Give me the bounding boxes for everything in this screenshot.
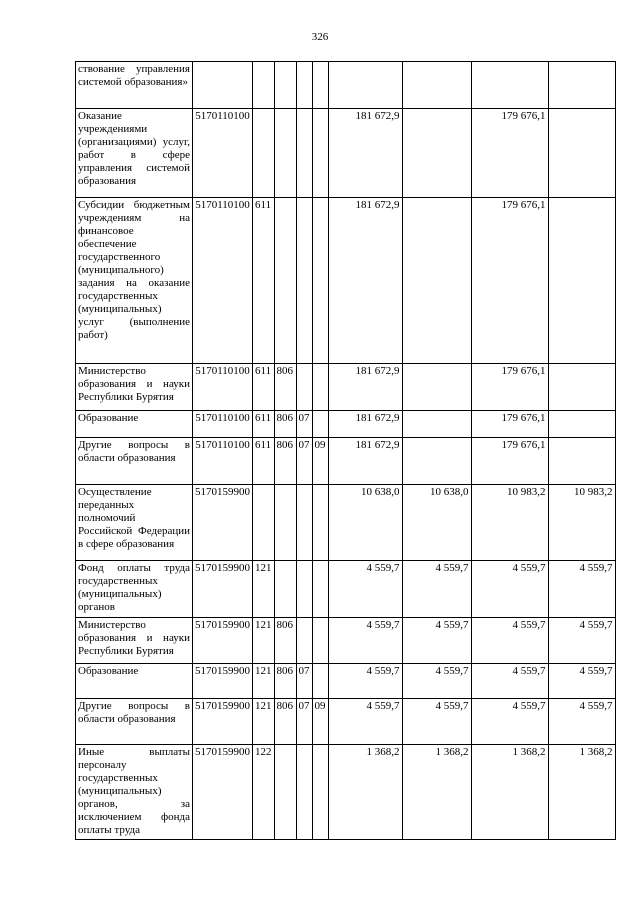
row-amount-1: 181 672,9 bbox=[328, 364, 402, 411]
row-amount-3: 4 559,7 bbox=[471, 618, 548, 664]
row-amount-2: 10 638,0 bbox=[402, 485, 471, 561]
row-target-code: 5170159900 bbox=[193, 664, 253, 699]
row-amount-4 bbox=[548, 198, 615, 364]
row-section: 07 bbox=[296, 411, 312, 438]
row-section bbox=[296, 62, 312, 109]
row-section bbox=[296, 745, 312, 840]
row-ministry-code: 806 bbox=[274, 411, 296, 438]
row-ministry-code bbox=[274, 109, 296, 198]
row-expense-type: 611 bbox=[253, 411, 275, 438]
row-amount-4: 10 983,2 bbox=[548, 485, 615, 561]
table-row bbox=[76, 745, 616, 840]
table-row bbox=[76, 618, 616, 664]
row-section bbox=[296, 618, 312, 664]
row-amount-1: 181 672,9 bbox=[328, 198, 402, 364]
row-amount-2 bbox=[402, 364, 471, 411]
row-name: ствование управления системой образования» bbox=[76, 62, 193, 109]
row-amount-4 bbox=[548, 364, 615, 411]
row-amount-1 bbox=[328, 62, 402, 109]
row-name: Образование bbox=[76, 664, 193, 699]
budget-table bbox=[75, 61, 616, 840]
row-amount-2: 4 559,7 bbox=[402, 699, 471, 745]
row-ministry-code bbox=[274, 62, 296, 109]
row-amount-3: 4 559,7 bbox=[471, 561, 548, 618]
row-amount-4: 1 368,2 bbox=[548, 745, 615, 840]
row-amount-1: 181 672,9 bbox=[328, 411, 402, 438]
row-amount-3: 179 676,1 bbox=[471, 364, 548, 411]
row-amount-3: 4 559,7 bbox=[471, 699, 548, 745]
row-ministry-code: 806 bbox=[274, 699, 296, 745]
row-amount-2 bbox=[402, 109, 471, 198]
row-amount-2 bbox=[402, 198, 471, 364]
row-amount-1: 181 672,9 bbox=[328, 438, 402, 485]
table-row bbox=[76, 411, 616, 438]
table-row bbox=[76, 198, 616, 364]
row-section bbox=[296, 561, 312, 618]
row-subsection bbox=[312, 62, 328, 109]
row-subsection bbox=[312, 745, 328, 840]
row-amount-4: 4 559,7 bbox=[548, 618, 615, 664]
row-subsection: 09 bbox=[312, 699, 328, 745]
row-amount-2 bbox=[402, 62, 471, 109]
row-section bbox=[296, 364, 312, 411]
row-expense-type: 611 bbox=[253, 438, 275, 485]
row-amount-1: 4 559,7 bbox=[328, 699, 402, 745]
row-expense-type: 122 bbox=[253, 745, 275, 840]
row-amount-3: 179 676,1 bbox=[471, 198, 548, 364]
row-target-code: 5170110100 bbox=[193, 364, 253, 411]
row-target-code: 5170110100 bbox=[193, 411, 253, 438]
row-name: Министерство образования и науки Республики Бурятия bbox=[76, 618, 193, 664]
table-row bbox=[76, 664, 616, 699]
row-amount-1: 4 559,7 bbox=[328, 664, 402, 699]
row-amount-3 bbox=[471, 62, 548, 109]
row-subsection bbox=[312, 364, 328, 411]
row-expense-type: 121 bbox=[253, 664, 275, 699]
row-subsection bbox=[312, 198, 328, 364]
table-row bbox=[76, 485, 616, 561]
row-ministry-code: 806 bbox=[274, 618, 296, 664]
row-amount-4: 4 559,7 bbox=[548, 699, 615, 745]
table-row bbox=[76, 109, 616, 198]
row-subsection bbox=[312, 109, 328, 198]
row-target-code: 5170159900 bbox=[193, 699, 253, 745]
row-amount-1: 4 559,7 bbox=[328, 618, 402, 664]
row-subsection bbox=[312, 561, 328, 618]
page-number: 326 bbox=[311, 31, 329, 43]
row-amount-4 bbox=[548, 438, 615, 485]
row-amount-2: 4 559,7 bbox=[402, 561, 471, 618]
row-amount-2: 1 368,2 bbox=[402, 745, 471, 840]
row-expense-type: 611 bbox=[253, 364, 275, 411]
row-amount-1: 10 638,0 bbox=[328, 485, 402, 561]
row-subsection bbox=[312, 485, 328, 561]
row-subsection bbox=[312, 618, 328, 664]
row-ministry-code bbox=[274, 561, 296, 618]
row-section: 07 bbox=[296, 438, 312, 485]
row-amount-4 bbox=[548, 62, 615, 109]
row-amount-4 bbox=[548, 109, 615, 198]
row-ministry-code: 806 bbox=[274, 438, 296, 485]
row-amount-2 bbox=[402, 438, 471, 485]
table-row bbox=[76, 364, 616, 411]
row-section bbox=[296, 198, 312, 364]
row-amount-2: 4 559,7 bbox=[402, 618, 471, 664]
row-ministry-code bbox=[274, 198, 296, 364]
row-expense-type: 121 bbox=[253, 618, 275, 664]
row-name: Фонд оплаты труда государственных (муниципальных) органов bbox=[76, 561, 193, 618]
row-amount-1: 181 672,9 bbox=[328, 109, 402, 198]
row-amount-2: 4 559,7 bbox=[402, 664, 471, 699]
row-expense-type: 121 bbox=[253, 561, 275, 618]
row-amount-2 bbox=[402, 411, 471, 438]
row-amount-4: 4 559,7 bbox=[548, 561, 615, 618]
row-amount-3: 179 676,1 bbox=[471, 438, 548, 485]
row-target-code: 5170110100 bbox=[193, 438, 253, 485]
row-amount-3: 4 559,7 bbox=[471, 664, 548, 699]
row-target-code: 5170159900 bbox=[193, 745, 253, 840]
row-target-code: 5170110100 bbox=[193, 109, 253, 198]
row-subsection: 09 bbox=[312, 438, 328, 485]
row-section bbox=[296, 485, 312, 561]
row-target-code: 5170159900 bbox=[193, 485, 253, 561]
row-subsection bbox=[312, 411, 328, 438]
table-row bbox=[76, 62, 616, 109]
row-target-code: 5170110100 bbox=[193, 198, 253, 364]
row-name: Другие вопросы в области образования bbox=[76, 438, 193, 485]
row-target-code: 5170159900 bbox=[193, 618, 253, 664]
table-row bbox=[76, 438, 616, 485]
row-section: 07 bbox=[296, 664, 312, 699]
row-name: Оказание учреждениями (организациями) услуг, работ в сфере управления системой образования bbox=[76, 109, 193, 198]
row-target-code: 5170159900 bbox=[193, 561, 253, 618]
row-amount-1: 4 559,7 bbox=[328, 561, 402, 618]
row-amount-3: 179 676,1 bbox=[471, 109, 548, 198]
row-expense-type bbox=[253, 62, 275, 109]
row-name: Осуществление переданных полномочий Российской Федерации в сфере образования bbox=[76, 485, 193, 561]
row-expense-type: 121 bbox=[253, 699, 275, 745]
row-expense-type bbox=[253, 109, 275, 198]
row-amount-3: 1 368,2 bbox=[471, 745, 548, 840]
row-name: Субсидии бюджетным учреждениям на финансовое обеспечение государственного (муниципального) задания на оказание государственных (муниципальных) услуг (выполнение работ) bbox=[76, 198, 193, 364]
row-amount-4 bbox=[548, 411, 615, 438]
table-row bbox=[76, 699, 616, 745]
row-ministry-code bbox=[274, 745, 296, 840]
row-section: 07 bbox=[296, 699, 312, 745]
row-amount-4: 4 559,7 bbox=[548, 664, 615, 699]
row-name: Образование bbox=[76, 411, 193, 438]
row-subsection bbox=[312, 664, 328, 699]
table-row bbox=[76, 561, 616, 618]
row-ministry-code: 806 bbox=[274, 664, 296, 699]
row-ministry-code bbox=[274, 485, 296, 561]
row-amount-1: 1 368,2 bbox=[328, 745, 402, 840]
row-ministry-code: 806 bbox=[274, 364, 296, 411]
row-section bbox=[296, 109, 312, 198]
row-amount-3: 179 676,1 bbox=[471, 411, 548, 438]
row-expense-type: 611 bbox=[253, 198, 275, 364]
row-amount-3: 10 983,2 bbox=[471, 485, 548, 561]
row-target-code bbox=[193, 62, 253, 109]
row-name: Другие вопросы в области образования bbox=[76, 699, 193, 745]
row-expense-type bbox=[253, 485, 275, 561]
row-name: Министерство образования и науки Республики Бурятия bbox=[76, 364, 193, 411]
row-name: Иные выплаты персоналу государственных (муниципальных) органов, за исключением фонда оплаты труда bbox=[76, 745, 193, 840]
